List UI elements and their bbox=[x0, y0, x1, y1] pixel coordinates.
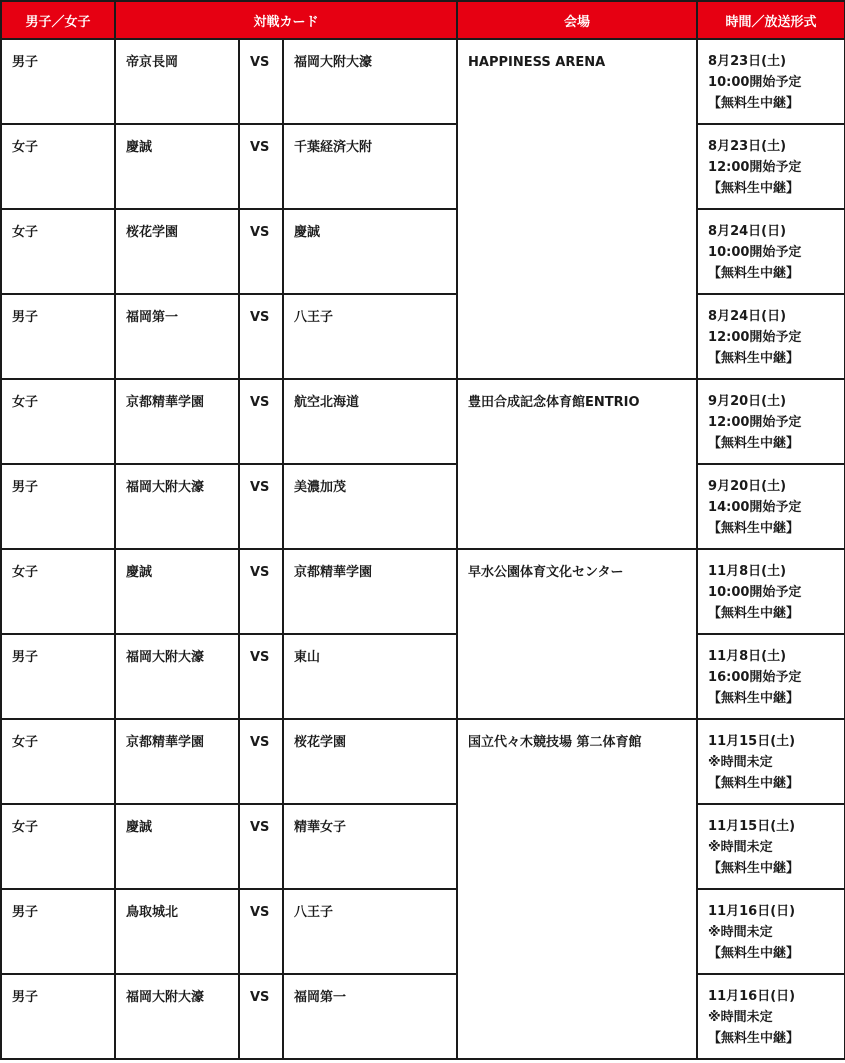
vs-label: VS bbox=[239, 974, 283, 1059]
vs-label: VS bbox=[239, 39, 283, 124]
gender-cell: 男子 bbox=[1, 294, 115, 379]
time-cell bbox=[697, 379, 845, 464]
vs-label: VS bbox=[239, 804, 283, 889]
table-row bbox=[1, 549, 845, 634]
time-cell bbox=[697, 209, 845, 294]
match-start: ※時間未定 bbox=[708, 1010, 773, 1025]
time-cell bbox=[697, 889, 845, 974]
table-row bbox=[1, 719, 845, 804]
vs-label: VS bbox=[239, 634, 283, 719]
vs-label: VS bbox=[239, 124, 283, 209]
team2-cell: 慶誠 bbox=[283, 209, 457, 294]
venue-cell: HAPPINESS ARENA bbox=[457, 39, 697, 379]
broadcast-type: 【無料生中継】 bbox=[708, 266, 800, 281]
team2-cell: 八王子 bbox=[283, 889, 457, 974]
header-venue: 会場 bbox=[457, 1, 697, 39]
broadcast-type: 【無料生中継】 bbox=[708, 351, 800, 366]
vs-label: VS bbox=[239, 889, 283, 974]
table-row bbox=[1, 464, 845, 549]
match-date: 8月23日(土) bbox=[708, 139, 787, 154]
team1-cell: 福岡第一 bbox=[115, 294, 239, 379]
broadcast-type: 【無料生中継】 bbox=[708, 691, 800, 706]
match-start: 12:00開始予定 bbox=[708, 415, 802, 430]
broadcast-type: 【無料生中継】 bbox=[708, 606, 800, 621]
header-matchup: 対戦カード bbox=[115, 1, 457, 39]
match-start: ※時間未定 bbox=[708, 925, 773, 940]
team1-cell: 福岡大附大濠 bbox=[115, 464, 239, 549]
gender-cell: 男子 bbox=[1, 464, 115, 549]
table-row bbox=[1, 634, 845, 719]
team2-cell: 航空北海道 bbox=[283, 379, 457, 464]
table-header-row bbox=[1, 1, 845, 39]
team2-cell: 精華女子 bbox=[283, 804, 457, 889]
team1-cell: 京都精華学園 bbox=[115, 719, 239, 804]
team2-cell: 福岡大附大濠 bbox=[283, 39, 457, 124]
team2-cell: 桜花学園 bbox=[283, 719, 457, 804]
time-cell bbox=[697, 124, 845, 209]
match-date: 11月15日(土) bbox=[708, 819, 796, 834]
team2-cell: 八王子 bbox=[283, 294, 457, 379]
broadcast-type: 【無料生中継】 bbox=[708, 1031, 800, 1046]
header-gender: 男子／女子 bbox=[1, 1, 115, 39]
match-date: 8月24日(日) bbox=[708, 224, 787, 239]
venue-cell: 早水公園体育文化センター bbox=[457, 549, 697, 719]
time-cell bbox=[697, 464, 845, 549]
match-start: ※時間未定 bbox=[708, 755, 773, 770]
gender-cell: 女子 bbox=[1, 379, 115, 464]
gender-cell: 女子 bbox=[1, 549, 115, 634]
time-cell bbox=[697, 549, 845, 634]
table-row bbox=[1, 804, 845, 889]
team2-cell: 京都精華学園 bbox=[283, 549, 457, 634]
vs-label: VS bbox=[239, 719, 283, 804]
gender-cell: 女子 bbox=[1, 804, 115, 889]
match-start: 10:00開始予定 bbox=[708, 245, 802, 260]
team1-cell: 京都精華学園 bbox=[115, 379, 239, 464]
table-row bbox=[1, 294, 845, 379]
time-cell bbox=[697, 974, 845, 1059]
broadcast-type: 【無料生中継】 bbox=[708, 181, 800, 196]
vs-label: VS bbox=[239, 549, 283, 634]
team2-cell: 美濃加茂 bbox=[283, 464, 457, 549]
vs-label: VS bbox=[239, 464, 283, 549]
gender-cell: 女子 bbox=[1, 719, 115, 804]
team2-cell: 東山 bbox=[283, 634, 457, 719]
match-date: 8月23日(土) bbox=[708, 54, 787, 69]
table-row bbox=[1, 39, 845, 124]
match-start: 10:00開始予定 bbox=[708, 585, 802, 600]
match-start: 12:00開始予定 bbox=[708, 160, 802, 175]
venue-cell: 豊田合成記念体育館ENTRIO bbox=[457, 379, 697, 549]
venue-cell: 国立代々木競技場 第二体育館 bbox=[457, 719, 697, 1059]
time-cell bbox=[697, 634, 845, 719]
broadcast-type: 【無料生中継】 bbox=[708, 436, 800, 451]
team2-cell: 福岡第一 bbox=[283, 974, 457, 1059]
team1-cell: 帝京長岡 bbox=[115, 39, 239, 124]
match-date: 8月24日(日) bbox=[708, 309, 787, 324]
match-start: 10:00開始予定 bbox=[708, 75, 802, 90]
broadcast-type: 【無料生中継】 bbox=[708, 861, 800, 876]
header-time: 時間／放送形式 bbox=[697, 1, 845, 39]
gender-cell: 男子 bbox=[1, 39, 115, 124]
match-date: 11月15日(土) bbox=[708, 734, 796, 749]
time-cell bbox=[697, 719, 845, 804]
time-cell bbox=[697, 39, 845, 124]
table-row bbox=[1, 379, 845, 464]
table-row bbox=[1, 974, 845, 1059]
team1-cell: 慶誠 bbox=[115, 549, 239, 634]
vs-label: VS bbox=[239, 209, 283, 294]
match-start: ※時間未定 bbox=[708, 840, 773, 855]
broadcast-type: 【無料生中継】 bbox=[708, 96, 800, 111]
match-start: 14:00開始予定 bbox=[708, 500, 802, 515]
match-start: 16:00開始予定 bbox=[708, 670, 802, 685]
match-date: 9月20日(土) bbox=[708, 394, 787, 409]
match-date: 11月16日(日) bbox=[708, 989, 796, 1004]
time-cell bbox=[697, 294, 845, 379]
gender-cell: 女子 bbox=[1, 124, 115, 209]
vs-label: VS bbox=[239, 379, 283, 464]
match-start: 12:00開始予定 bbox=[708, 330, 802, 345]
team2-cell: 千葉経済大附 bbox=[283, 124, 457, 209]
table-row bbox=[1, 209, 845, 294]
team1-cell: 慶誠 bbox=[115, 804, 239, 889]
match-date: 11月16日(日) bbox=[708, 904, 796, 919]
gender-cell: 男子 bbox=[1, 974, 115, 1059]
gender-cell: 女子 bbox=[1, 209, 115, 294]
vs-label: VS bbox=[239, 294, 283, 379]
time-cell bbox=[697, 804, 845, 889]
gender-cell: 男子 bbox=[1, 634, 115, 719]
match-date: 11月8日(土) bbox=[708, 649, 787, 664]
team1-cell: 福岡大附大濠 bbox=[115, 634, 239, 719]
broadcast-type: 【無料生中継】 bbox=[708, 521, 800, 536]
match-date: 11月8日(土) bbox=[708, 564, 787, 579]
match-date: 9月20日(土) bbox=[708, 479, 787, 494]
team1-cell: 鳥取城北 bbox=[115, 889, 239, 974]
team1-cell: 桜花学園 bbox=[115, 209, 239, 294]
table-row bbox=[1, 124, 845, 209]
team1-cell: 慶誠 bbox=[115, 124, 239, 209]
broadcast-type: 【無料生中継】 bbox=[708, 776, 800, 791]
team1-cell: 福岡大附大濠 bbox=[115, 974, 239, 1059]
broadcast-type: 【無料生中継】 bbox=[708, 946, 800, 961]
table-row bbox=[1, 889, 845, 974]
gender-cell: 男子 bbox=[1, 889, 115, 974]
